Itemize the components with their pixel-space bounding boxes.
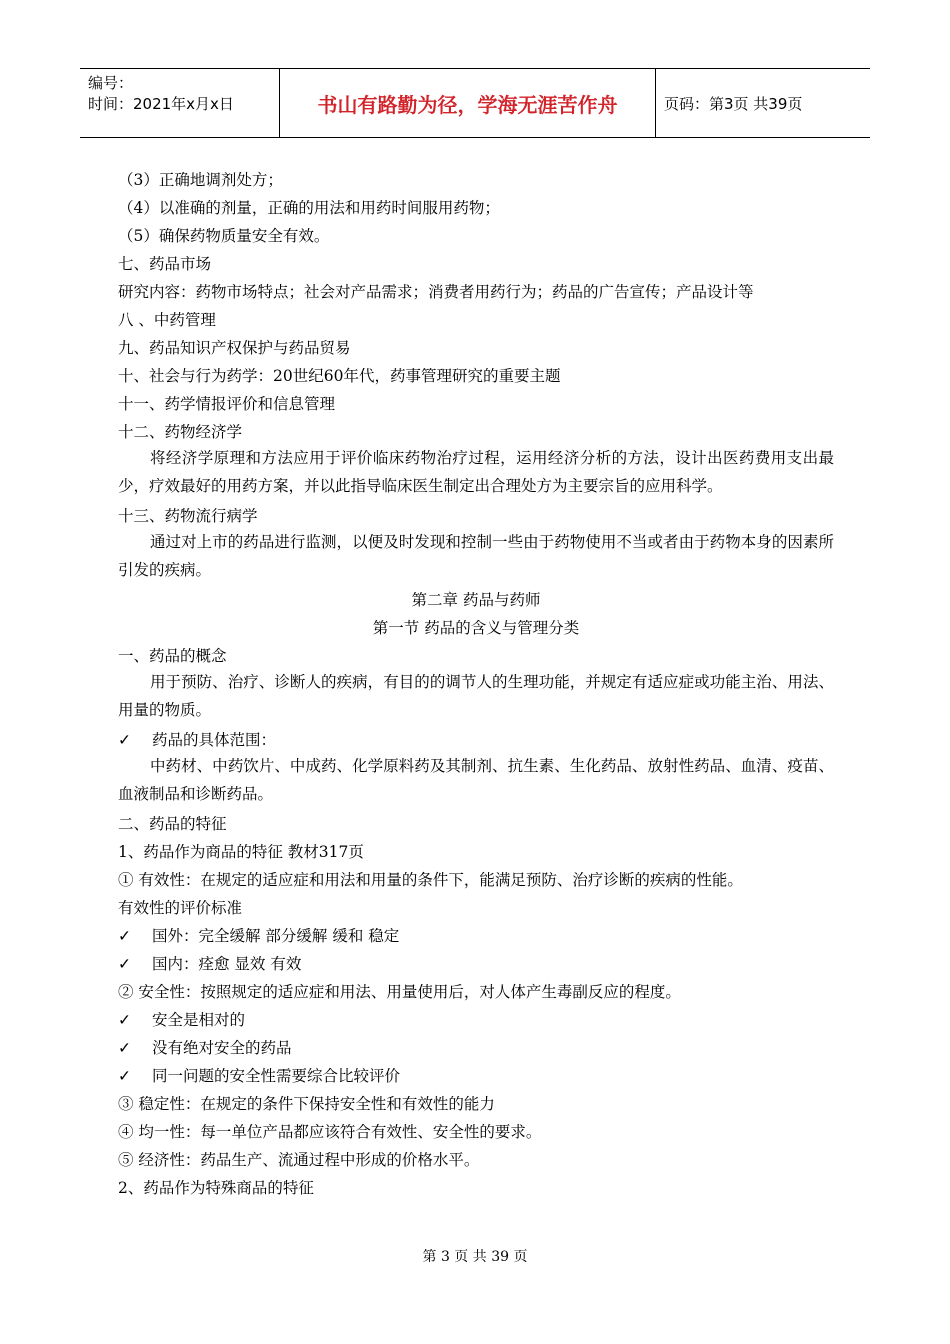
- check-text: 没有绝对安全的药品: [152, 1039, 292, 1057]
- text-line: ① 有效性：在规定的适应症和用法和用量的条件下，能满足预防、治疗诊断的疾病的性能。: [118, 871, 743, 889]
- section-title: 第一节 药品的含义与管理分类: [372, 619, 580, 637]
- text-line: （3）正确地调剂处方；: [118, 171, 283, 189]
- paragraph: 用于预防、治疗、诊断人的疾病，有目的的调节人的生理功能，并规定有适应症或功能主治、用法、用量的物质。: [118, 673, 834, 719]
- page-header: [80, 68, 870, 138]
- number-label: 编号：: [88, 74, 134, 92]
- paragraph: 通过对上市的药品进行监测，以便及时发现和控制一些由于药物使用不当或者由于药物本身的因素所引发的疾病。: [118, 533, 834, 579]
- check-item: [118, 728, 276, 750]
- check-icon: ✓: [118, 1011, 131, 1029]
- text-line: 2、药品作为特殊商品的特征: [118, 1179, 314, 1197]
- check-icon: ✓: [118, 955, 131, 973]
- time-label: 时间：2021年x月x日: [88, 95, 234, 113]
- text-line: （5）确保药物质量安全有效。: [118, 227, 330, 245]
- section-heading: 十二、药物经济学: [118, 423, 243, 441]
- section-heading: 一、药品的概念: [118, 647, 227, 665]
- check-icon: ✓: [118, 731, 131, 749]
- check-item: [118, 952, 301, 974]
- check-text: 安全是相对的: [152, 1011, 246, 1029]
- check-icon: ✓: [118, 1067, 131, 1085]
- text-line: 有效性的评价标准: [118, 899, 243, 917]
- page-code: 页码：第3页 共39页: [664, 94, 803, 113]
- check-item: [118, 1064, 400, 1086]
- check-icon: ✓: [118, 1039, 131, 1057]
- chapter-title: 第二章 药品与药师: [411, 591, 541, 609]
- paragraph: 中药材、中药饮片、中成药、化学原料药及其制剂、抗生素、生化药品、放射性药品、血清、疫苗、血液制品和诊断药品。: [118, 757, 834, 803]
- page-footer: 第 3 页 共 39 页: [422, 1249, 528, 1265]
- text-line: ③ 稳定性：在规定的条件下保持安全性和有效性的能力: [118, 1095, 495, 1113]
- section-heading: 十一、药学情报评价和信息管理: [118, 395, 336, 413]
- section-heading: 七、药品市场: [118, 255, 212, 273]
- check-item: [118, 924, 399, 946]
- text-line: ④ 均一性：每一单位产品都应该符合有效性、安全性的要求。: [118, 1123, 542, 1141]
- section-heading: 八 、中药管理: [118, 311, 216, 329]
- header-left-cell: [80, 69, 280, 137]
- check-text: 国外：完全缓解 部分缓解 缓和 稳定: [152, 927, 400, 945]
- text-line: ② 安全性：按照规定的适应症和用法、用量使用后，对人体产生毒副反应的程度。: [118, 983, 681, 1001]
- check-icon: ✓: [118, 927, 131, 945]
- check-text: 药品的具体范围：: [152, 731, 277, 749]
- check-text: 同一问题的安全性需要综合比较评价: [152, 1067, 401, 1085]
- motto: 书山有路勤为径，学海无涯苦作舟: [280, 69, 656, 137]
- section-heading: 二、药品的特征: [118, 815, 227, 833]
- text-line: （4）以准确的剂量，正确的用法和用药时间服用药物；: [118, 199, 500, 217]
- section-heading: 九、药品知识产权保护与药品贸易: [118, 339, 351, 357]
- check-text: 国内：痊愈 显效 有效: [152, 955, 302, 973]
- section-heading: 十三、药物流行病学: [118, 507, 258, 525]
- text-line: 研究内容：药物市场特点；社会对产品需求；消费者用药行为；药品的广告宣传；产品设计等: [118, 283, 754, 301]
- text-line: ⑤ 经济性：药品生产、流通过程中形成的价格水平。: [118, 1151, 480, 1169]
- check-item: [118, 1008, 245, 1030]
- check-item: [118, 1036, 292, 1058]
- section-heading: 十、社会与行为药学：20世纪60年代，药事管理研究的重要主题: [118, 367, 561, 385]
- paragraph: 将经济学原理和方法应用于评价临床药物治疗过程，运用经济分析的方法，设计出医药费用支出最少，疗效最好的用药方案，并以此指导临床医生制定出合理处方为主要宗旨的应用科学。: [118, 449, 834, 495]
- text-line: 1、药品作为商品的特征 教材317页: [118, 843, 364, 861]
